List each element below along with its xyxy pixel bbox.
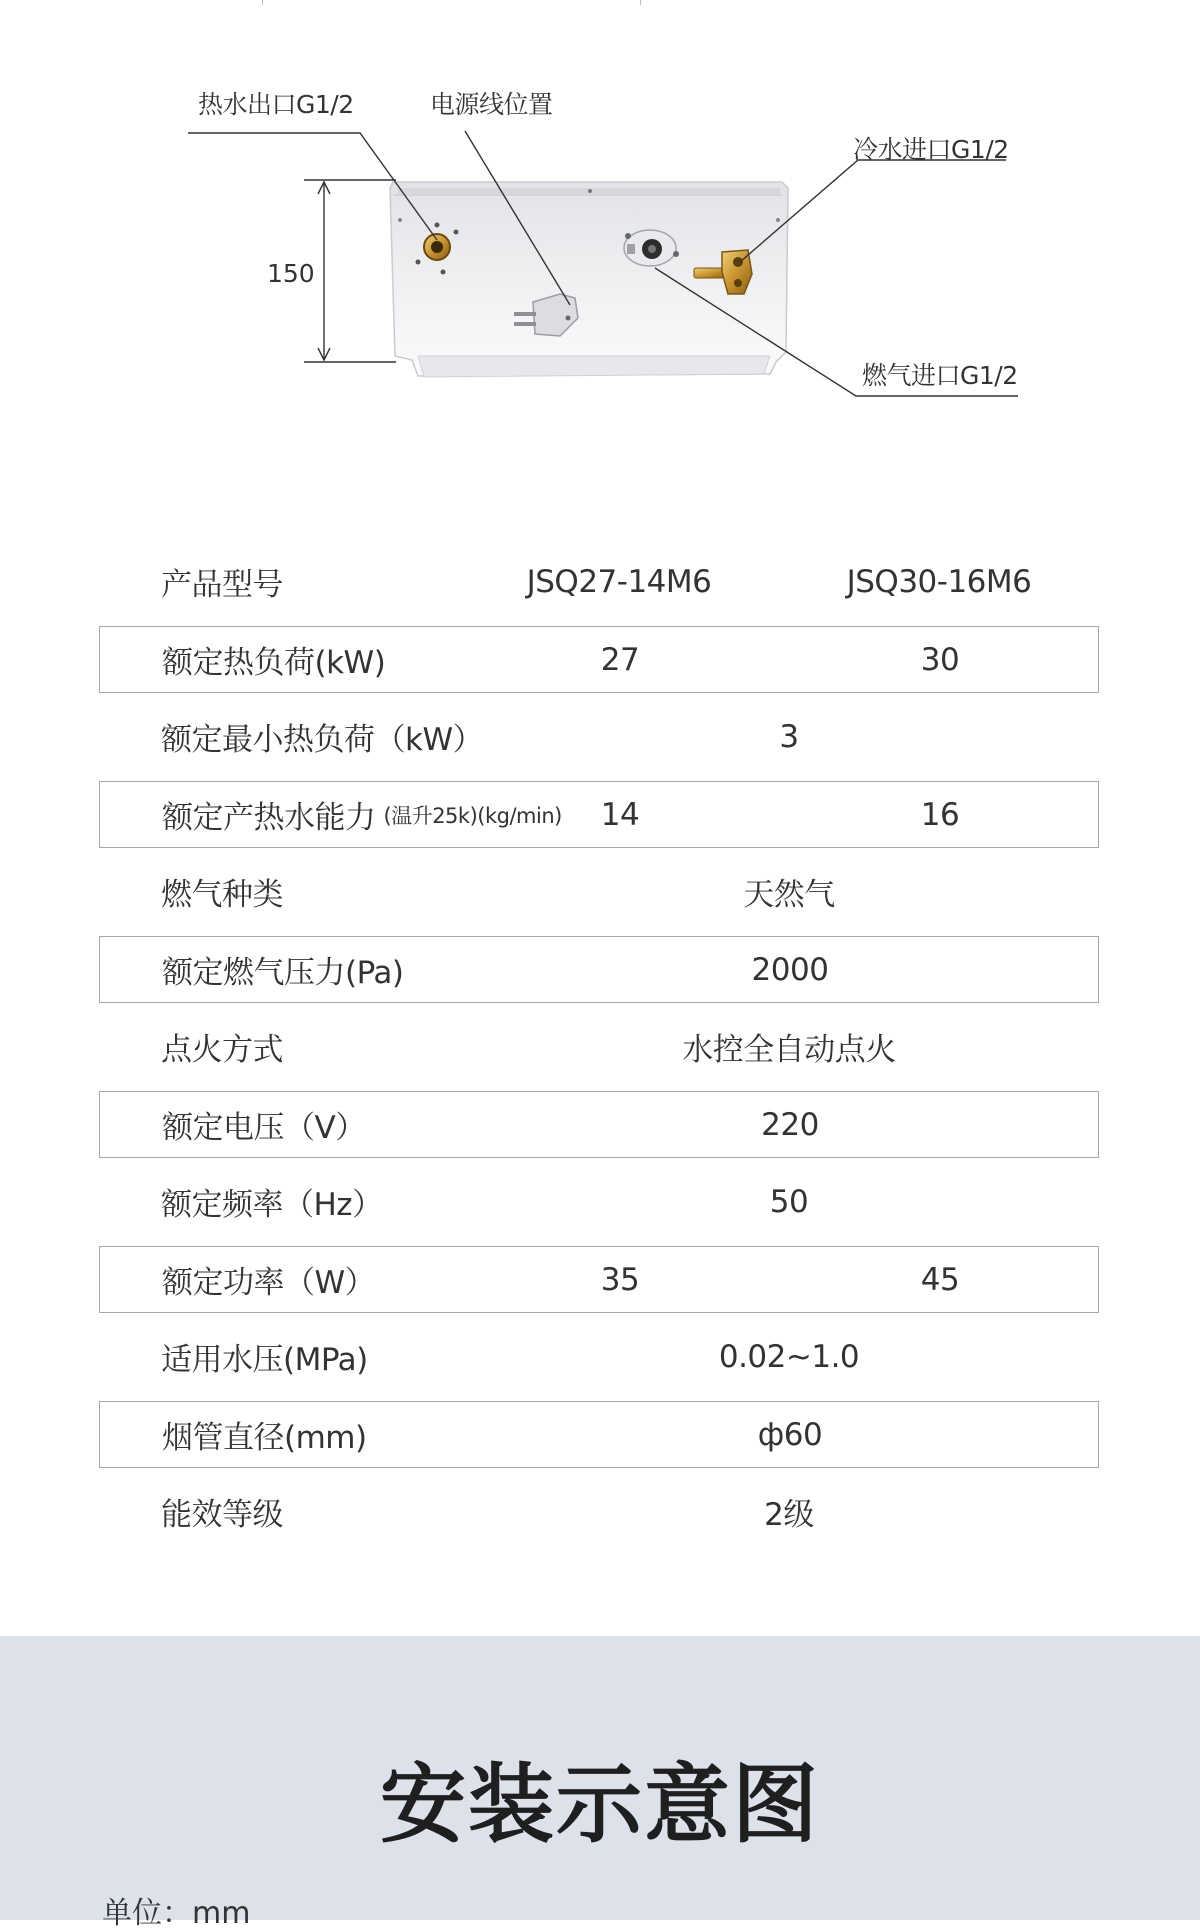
spec-label: 额定热负荷(kW) bbox=[162, 645, 386, 681]
spec-value-shared: 天然气 bbox=[743, 877, 835, 913]
spec-value-shared: 2级 bbox=[764, 1497, 814, 1533]
spec-label: 额定燃气压力(Pa) bbox=[162, 955, 404, 991]
height-dimension bbox=[304, 180, 396, 362]
spec-row-gas-type bbox=[99, 858, 1099, 925]
spec-label: 产品型号 bbox=[161, 567, 283, 603]
spec-value-model-2: 16 bbox=[920, 796, 960, 833]
spec-row-efficiency-grade bbox=[99, 1478, 1099, 1545]
spec-value-shared: 2000 bbox=[751, 951, 829, 988]
spec-value-shared: 220 bbox=[761, 1106, 819, 1143]
spec-label: 能效等级 bbox=[161, 1497, 283, 1533]
spec-row-power bbox=[99, 1246, 1099, 1313]
spec-label: 点火方式 bbox=[161, 1032, 283, 1068]
spec-label: 额定功率（W） bbox=[162, 1265, 376, 1301]
spec-value-shared: 0.02~1.0 bbox=[718, 1338, 860, 1375]
spec-value-shared: 3 bbox=[779, 718, 799, 755]
spec-row-ignition bbox=[99, 1013, 1099, 1080]
spec-row-min-heat-load bbox=[99, 703, 1099, 770]
spec-row-gas-pressure bbox=[99, 936, 1099, 1003]
spec-label: 额定最小热负荷（kW） bbox=[161, 722, 484, 758]
spec-row-voltage bbox=[99, 1091, 1099, 1158]
spec-label-note: (温升25k)(kg/min) bbox=[383, 803, 562, 828]
spec-value-model-2: 45 bbox=[920, 1261, 960, 1298]
spec-row-rated-heat-load bbox=[99, 626, 1099, 693]
spec-label: 烟管直径(mm) bbox=[162, 1420, 367, 1456]
spec-value-model-1: 35 bbox=[600, 1261, 640, 1298]
spec-label: 额定电压（V） bbox=[162, 1110, 366, 1146]
gas-inlet-label: 燃气进口G1/2 bbox=[862, 361, 1018, 390]
spec-value-model-1: 27 bbox=[600, 641, 640, 678]
height-dimension-value: 150 bbox=[267, 259, 315, 288]
spec-value-shared: ф60 bbox=[757, 1416, 823, 1453]
spec-label: 额定频率（Hz） bbox=[161, 1187, 383, 1223]
install-diagram-title: 安装示意图 bbox=[380, 1755, 820, 1855]
spec-row-flue-diameter bbox=[99, 1401, 1099, 1468]
spec-label: 适用水压(MPa) bbox=[161, 1342, 368, 1378]
hot-water-outlet-label: 热水出口G1/2 bbox=[198, 90, 354, 119]
connection-diagram bbox=[0, 0, 1200, 460]
spec-header-row bbox=[99, 548, 1099, 615]
unit-label: 单位：mm bbox=[102, 1896, 251, 1931]
spec-value-model-1: 14 bbox=[600, 796, 640, 833]
spec-value-model-2: 30 bbox=[920, 641, 960, 678]
water-heater-bottom-illustration bbox=[0, 0, 1200, 460]
spec-row-water-pressure bbox=[99, 1323, 1099, 1390]
model-2-name: JSQ30-16M6 bbox=[846, 563, 1032, 600]
spec-row-hot-water-capacity bbox=[99, 781, 1099, 848]
spec-label bbox=[162, 782, 562, 847]
spec-row-frequency bbox=[99, 1168, 1099, 1235]
spec-value-shared: 50 bbox=[769, 1183, 809, 1220]
power-cord-position-label: 电源线位置 bbox=[430, 90, 553, 119]
spec-label: 燃气种类 bbox=[161, 877, 283, 913]
spec-label-text: 额定产热水能力 bbox=[162, 800, 376, 836]
spec-value-shared: 水控全自动点火 bbox=[682, 1032, 896, 1068]
model-1-name: JSQ27-14M6 bbox=[526, 563, 712, 600]
cold-water-inlet-label: 冷水进口G1/2 bbox=[853, 135, 1009, 164]
